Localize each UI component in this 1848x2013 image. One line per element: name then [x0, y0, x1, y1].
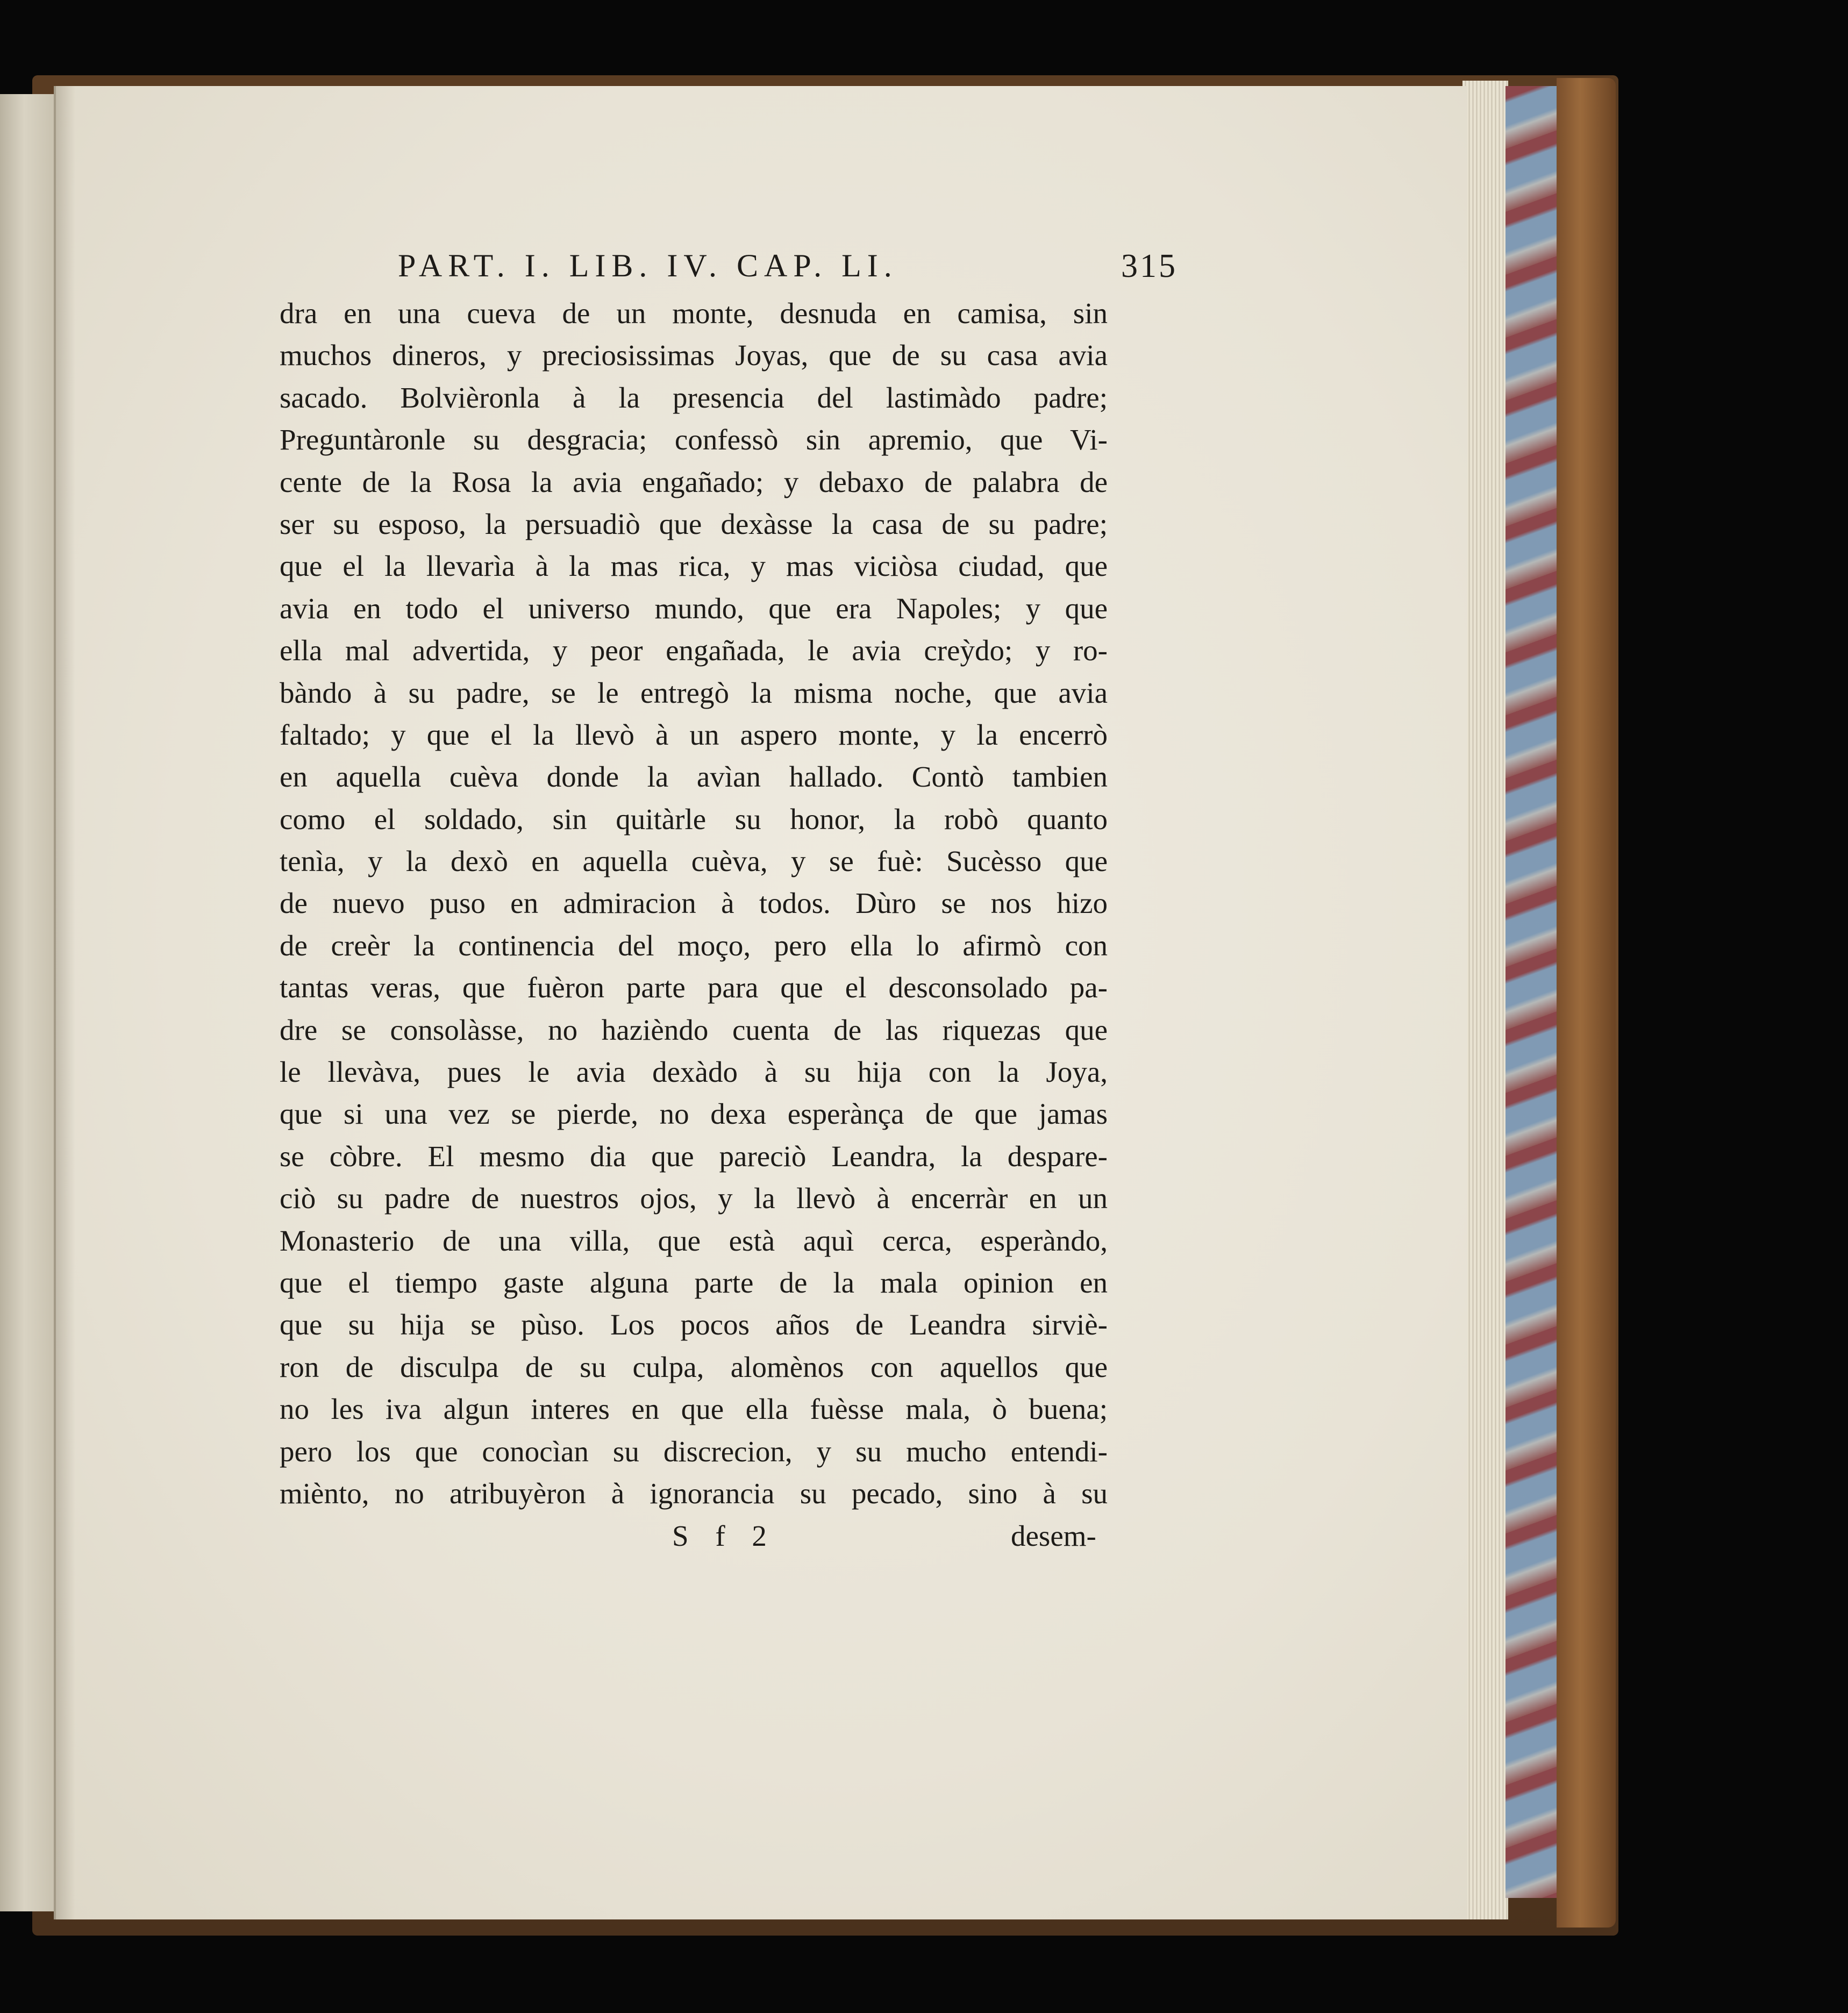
leather-binding — [1557, 78, 1616, 1928]
text-line: faltado; y que el la llevò à un aspero monte, y la encerrò — [280, 718, 1108, 751]
text-line: pero los que conocìan su discrecion, y su mucho entendi- — [280, 1434, 1108, 1468]
text-line: ciò su padre de nuestros ojos, y la llevò à encerràr en un — [280, 1182, 1108, 1215]
text-line: sacado. Bolvièronla à la presencia del lastimàdo padre; — [280, 381, 1108, 414]
text-line: ron de disculpa de su culpa, alomènos con aquellos que — [280, 1350, 1108, 1383]
page-block-edges — [1462, 81, 1508, 1919]
text-line: Preguntàronle su desgracia; confessò sin apremio, que Vi- — [280, 423, 1108, 456]
text-line: que el tiempo gaste alguna parte de la mala opinion en — [280, 1266, 1108, 1299]
text-line: tantas veras, que fuèron parte para que el desconsolado pa- — [280, 971, 1108, 1004]
text-line: dra en una cueva de un monte, desnuda en camisa, sin — [280, 297, 1108, 330]
text-line: de nuevo puso en admiracion à todos. Dùro se nos hizo — [280, 887, 1108, 920]
text-line: tenìa, y la dexò en aquella cuèva, y se fuè: Sucèsso que — [280, 845, 1108, 878]
text-line: se còbre. El mesmo dia que pareciò Leandra, la despare- — [280, 1139, 1108, 1173]
page-number: 315 — [1121, 248, 1178, 284]
text-line: bàndo à su padre, se le entregò la misma noche, que avia — [280, 676, 1108, 709]
text-line: dre se consolàsse, no hazièndo cuenta de las riquezas que — [280, 1013, 1108, 1046]
text-line: ella mal advertida, y peor engañada, le avia creỳdo; y ro- — [280, 634, 1108, 667]
gutter-shadow — [54, 86, 75, 1919]
signature-mark: S f 2 — [672, 1519, 776, 1552]
left-page-edge — [0, 94, 55, 1911]
text-line: que su hija se pùso. Los pocos años de Leandra sirviè- — [280, 1308, 1108, 1341]
text-line: cente de la Rosa la avia engañado; y debaxo de palabra de — [280, 465, 1108, 498]
text-line: como el soldado, sin quitàrle su honor, la robò quanto — [280, 802, 1108, 836]
catchword: desem- — [1011, 1519, 1096, 1552]
text-line: ser su esposo, la persuadiò que dexàsse la casa de su padre; — [280, 507, 1108, 540]
text-line: que si una vez se pierde, no dexa esperànça de que jamas — [280, 1097, 1108, 1131]
text-line: muchos dineros, y preciosissimas Joyas, que de su casa avia — [280, 339, 1108, 372]
text-line: Monasterio de una villa, que està aquì cerca, esperàndo, — [280, 1224, 1108, 1257]
text-line: no les iva algun interes en que ella fuèsse mala, ò buena; — [280, 1393, 1108, 1426]
text-line: que el la llevarìa à la mas rica, y mas viciòsa ciudad, que — [280, 549, 1108, 583]
running-head: PART. I. LIB. IV. CAP. LI. — [398, 248, 898, 283]
text-line: le llevàva, pues le avia dexàdo à su hija con la Joya, — [280, 1055, 1108, 1089]
text-line: de creèr la continencia del moço, pero ella lo afirmò con — [280, 929, 1108, 962]
text-line: miènto, no atribuyèron à ignorancia su pecado, sino à su — [280, 1476, 1108, 1510]
text-line: avia en todo el universo mundo, que era Napoles; y que — [280, 591, 1108, 625]
marbled-endpaper — [1505, 86, 1562, 1898]
text-line: en aquella cuèva donde la avìan hallado. Contò tambien — [280, 760, 1108, 794]
body-text — [280, 292, 1108, 1515]
